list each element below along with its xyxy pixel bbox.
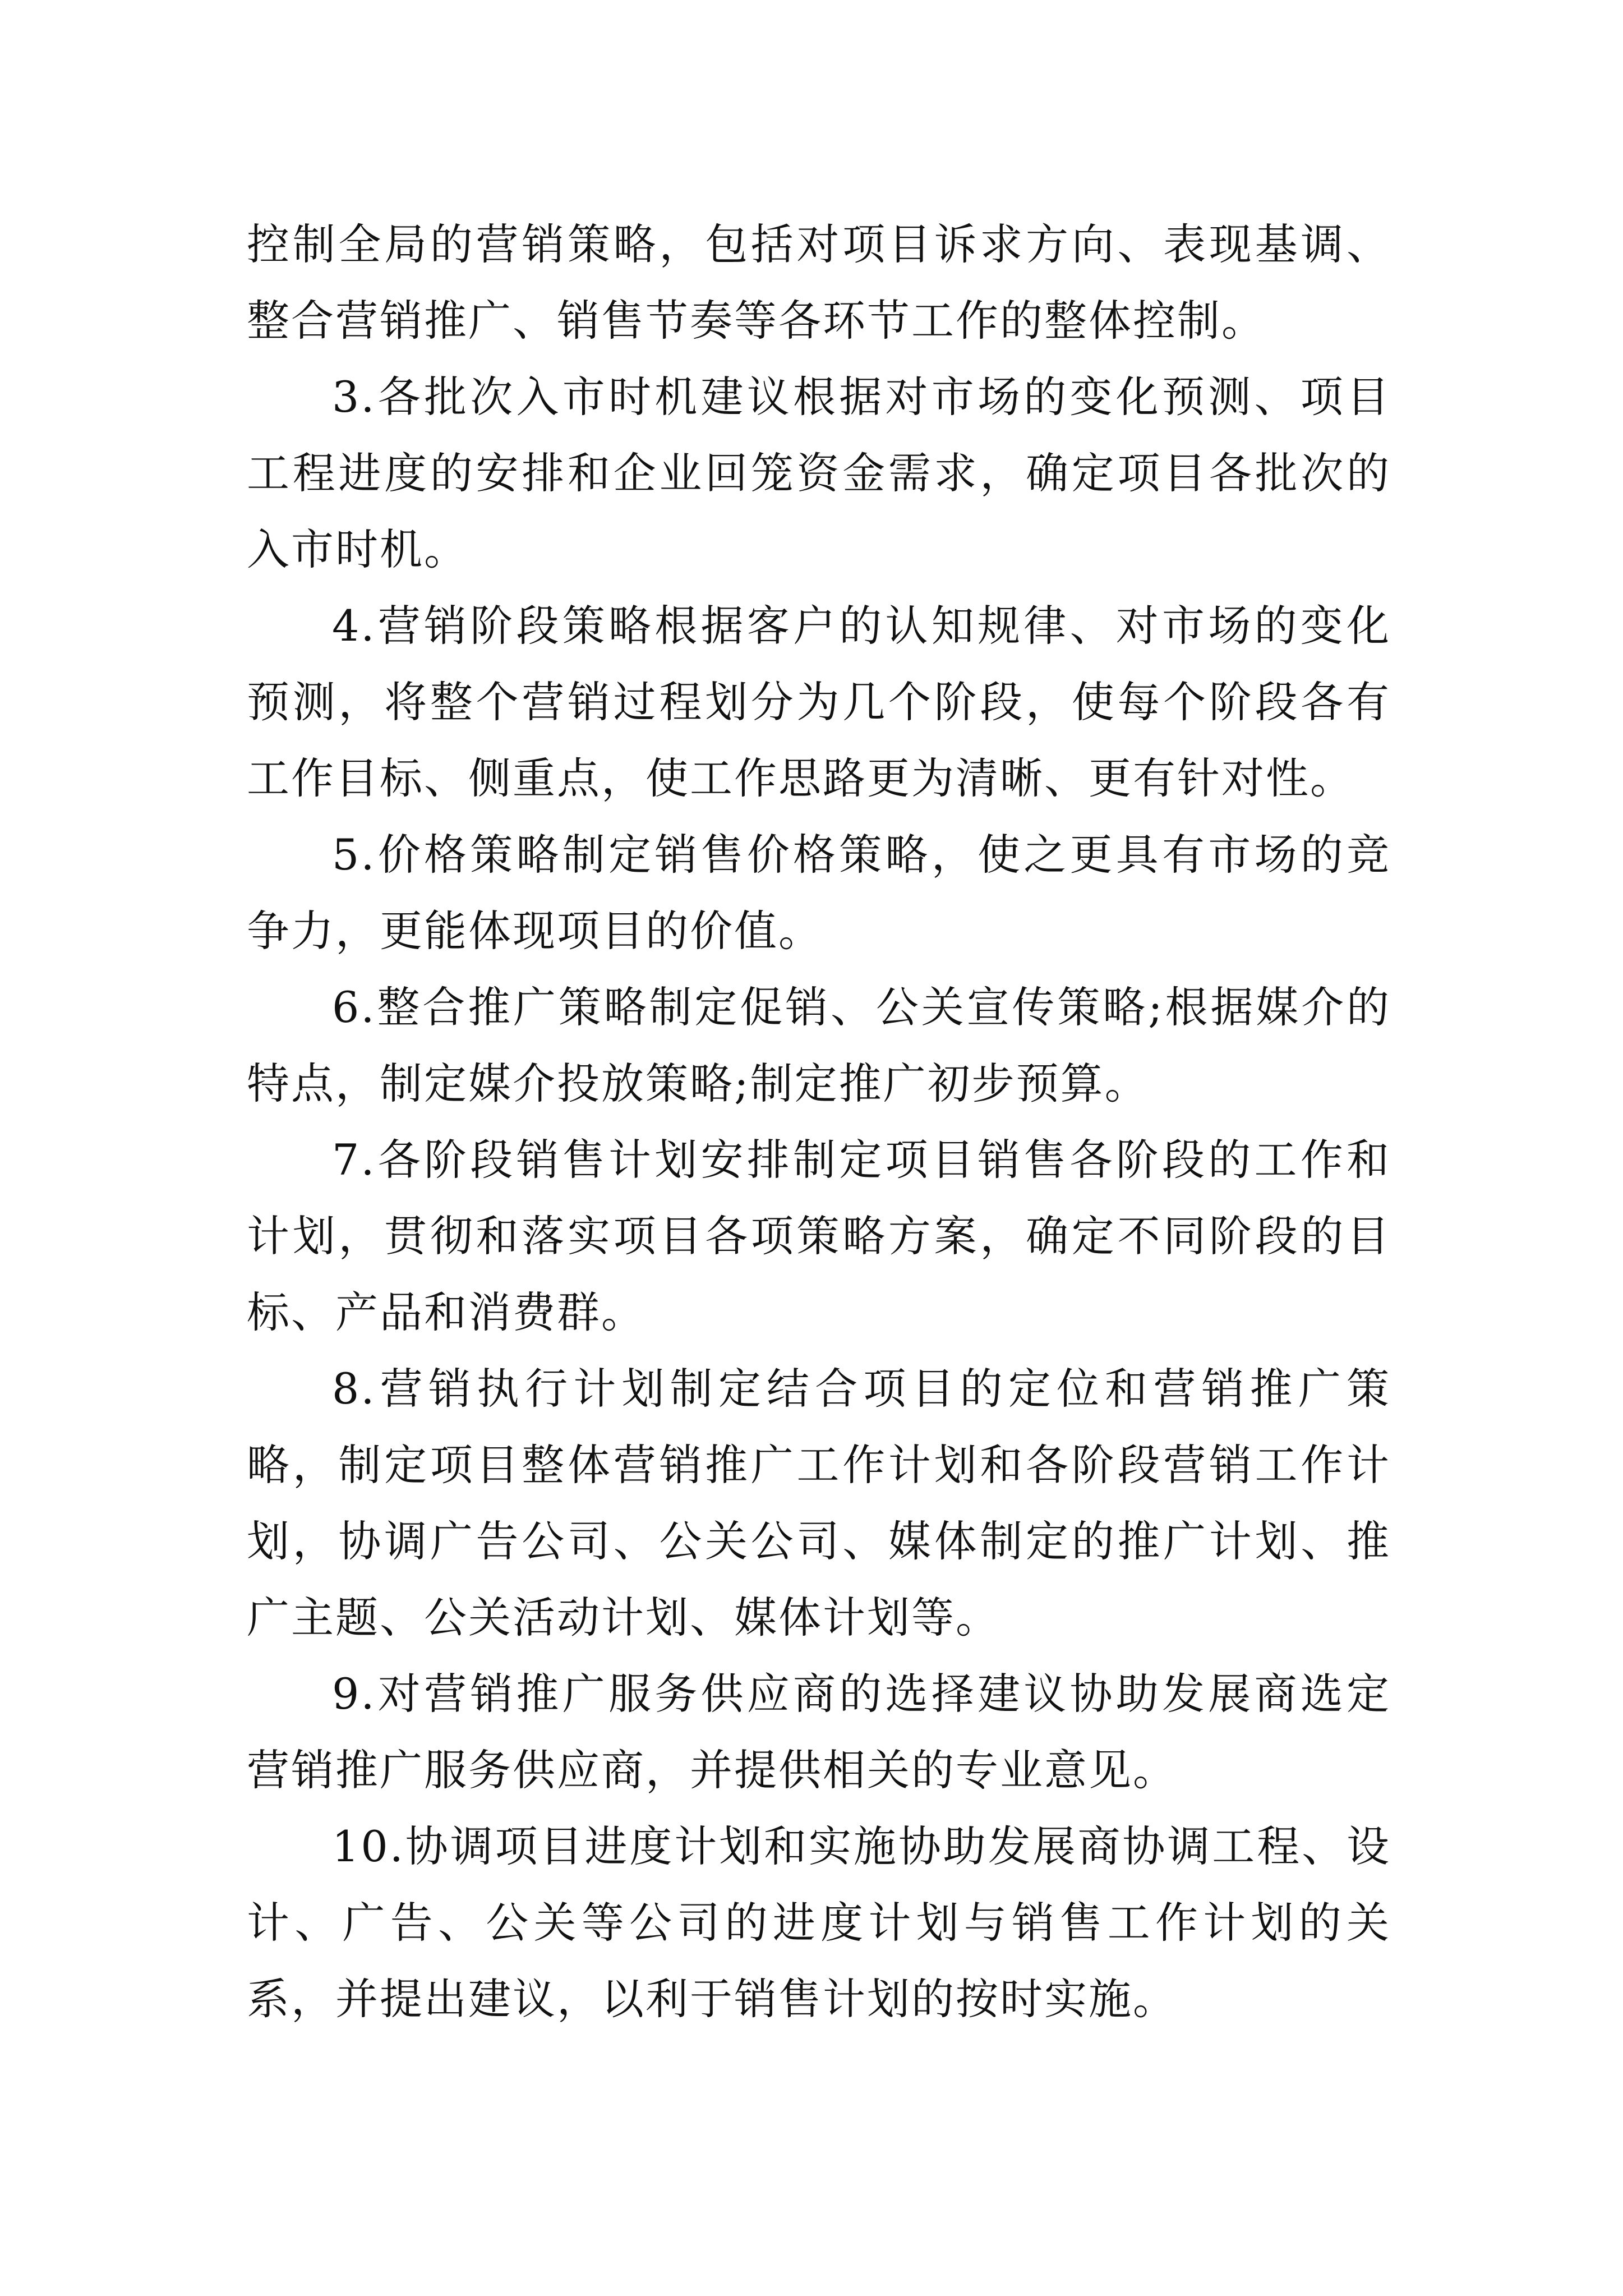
document-body [247, 206, 1391, 2037]
paragraph-item-3: 3.各批次入市时机建议根据对市场的变化预测、项目工程进度的安排和企业回笼资金需求，确定项目各批次的入市时机。 [247, 372, 1391, 574]
paragraph-item-7: 7.各阶段销售计划安排制定项目销售各阶段的工作和计划，贯彻和落实项目各项策略方案，确定不同阶段的目标、产品和消费群。 [247, 1135, 1391, 1337]
paragraph-item-5: 5.价格策略制定销售价格策略，使之更具有市场的竞争力，更能体现项目的价值。 [247, 830, 1391, 956]
paragraph-item-10: 10.协调项目进度计划和实施协助发展商协调工程、设计、广告、公关等公司的进度计划与销售工作计划的关系，并提出建议，以利于销售计划的按时实施。 [247, 1821, 1391, 2024]
paragraph-continuation: 控制全局的营销策略，包括对项目诉求方向、表现基调、整合营销推广、销售节奏等各环节工作的整体控制。 [247, 219, 1391, 346]
paragraph-item-6: 6.整合推广策略制定促销、公关宣传策略;根据媒介的特点，制定媒介投放策略;制定推广初步预算。 [247, 982, 1391, 1108]
paragraph-item-4: 4.营销阶段策略根据客户的认知规律、对市场的变化预测，将整个营销过程划分为几个阶段，使每个阶段各有工作目标、侧重点，使工作思路更为清晰、更有针对性。 [247, 601, 1391, 803]
paragraph-item-9: 9.对营销推广服务供应商的选择建议协助发展商选定营销推广服务供应商，并提供相关的专业意见。 [247, 1669, 1391, 1795]
paragraph-item-8: 8.营销执行计划制定结合项目的定位和营销推广策略，制定项目整体营销推广工作计划和各阶段营销工作计划，协调广告公司、公关公司、媒体制定的推广计划、推广主题、公关活动计划、媒体计划等。 [247, 1364, 1391, 1642]
